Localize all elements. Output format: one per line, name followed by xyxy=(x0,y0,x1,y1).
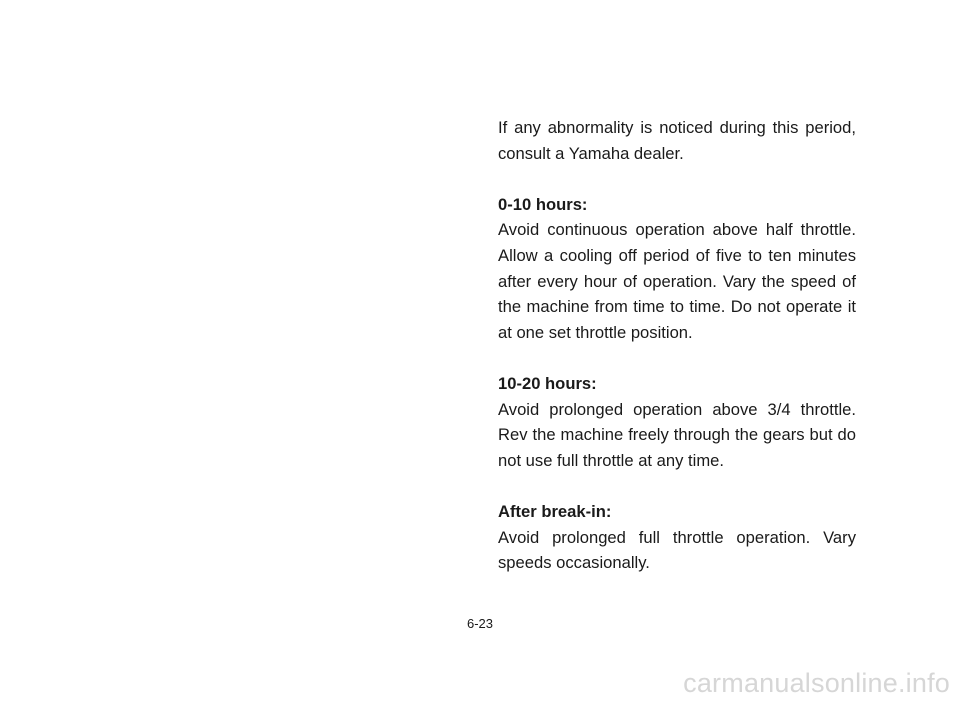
watermark: carmanualsonline.info xyxy=(683,668,950,698)
page-number: 6-23 xyxy=(466,616,494,631)
section-heading: 0-10 hours: xyxy=(498,194,588,214)
section-heading: After break-in: xyxy=(498,501,612,521)
section-0-10-hours xyxy=(498,192,856,346)
section-body: Avoid prolonged operation above 3/4 throttle. Rev the machine freely through the gears but do not use full throttle at any time. xyxy=(498,399,856,470)
text-column xyxy=(498,115,856,576)
section-heading: 10-20 hours: xyxy=(498,373,597,393)
section-body: Avoid continuous operation above half throttle. Allow a cooling off period of five to ten minutes after every hour of operation. Vary the speed of the machine from time to time. Do not operate it at one set throttle position. xyxy=(498,220,856,342)
section-10-20-hours xyxy=(498,371,856,473)
section-body: Avoid prolonged full throttle operation. Vary speeds occasionally. xyxy=(498,527,856,573)
intro-paragraph: If any abnormality is noticed during this period, consult a Yamaha dealer. xyxy=(498,118,856,163)
section-after-break-in xyxy=(498,499,856,576)
